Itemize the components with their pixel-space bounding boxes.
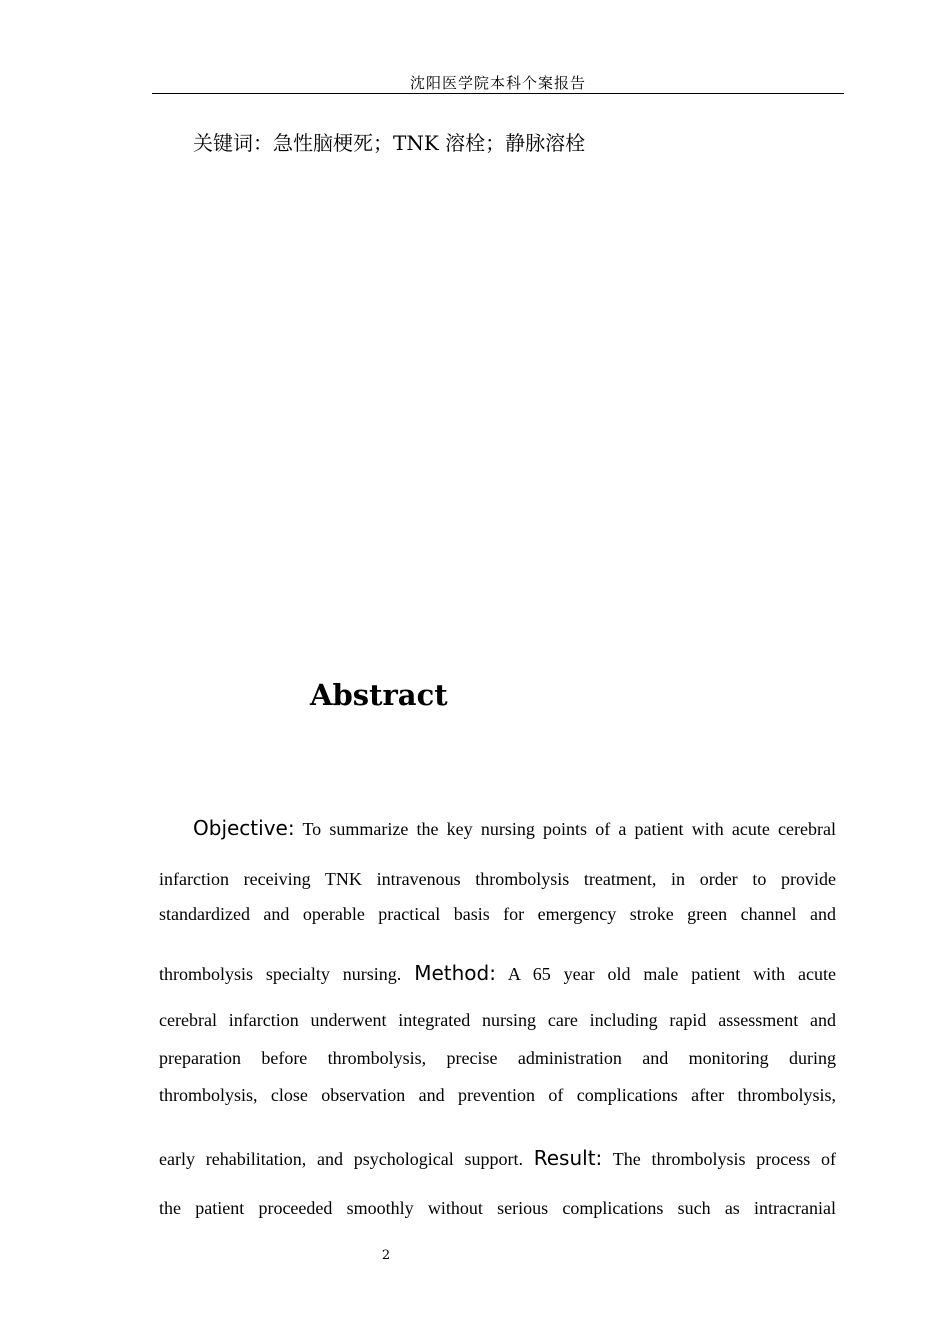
objective-text-end: thrombolysis specialty nursing. xyxy=(159,964,402,984)
abstract-line xyxy=(159,1096,836,1170)
result-label: Result: xyxy=(533,1146,603,1170)
page-number: 2 xyxy=(381,1248,391,1263)
objective-text: To summarize the key nursing points of a patient with acute cerebral xyxy=(302,819,836,839)
abstract-line: cerebral infarction underwent integrated nursing care including rapid assessment and xyxy=(159,1010,836,1030)
keywords-label: 关键词： xyxy=(193,131,273,155)
keywords-text: 急性脑梗死；TNK 溶栓；静脉溶栓 xyxy=(273,131,586,155)
abstract-line: infarction receiving TNK intravenous thrombolysis treatment, in order to provide xyxy=(159,869,836,889)
abstract-line: preparation before thrombolysis, precise administration and monitoring during xyxy=(159,1048,836,1068)
method-text-end: early rehabilitation, and psychological support. xyxy=(159,1149,523,1169)
keywords-line xyxy=(193,127,585,156)
abstract-line: thrombolysis, close observation and prevention of complications after thrombolysis, xyxy=(159,1085,836,1105)
abstract-title: Abstract xyxy=(310,678,448,712)
method-text: A 65 year old male patient with acute xyxy=(507,964,837,984)
abstract-line: the patient proceeded smoothly without serious complications such as intracranial xyxy=(159,1198,836,1218)
abstract-line xyxy=(159,923,836,983)
method-label: Method: xyxy=(414,961,496,985)
objective-label: Objective: xyxy=(193,816,295,840)
abstract-line: standardized and operable practical basis for emergency stroke green channel and xyxy=(159,904,836,924)
abstract-body xyxy=(159,807,837,1218)
result-text: The thrombolysis process of xyxy=(612,1149,836,1169)
header-rule xyxy=(152,93,844,94)
running-header: 沈阳医学院本科个案报告 xyxy=(409,74,586,92)
abstract-line xyxy=(159,807,836,849)
